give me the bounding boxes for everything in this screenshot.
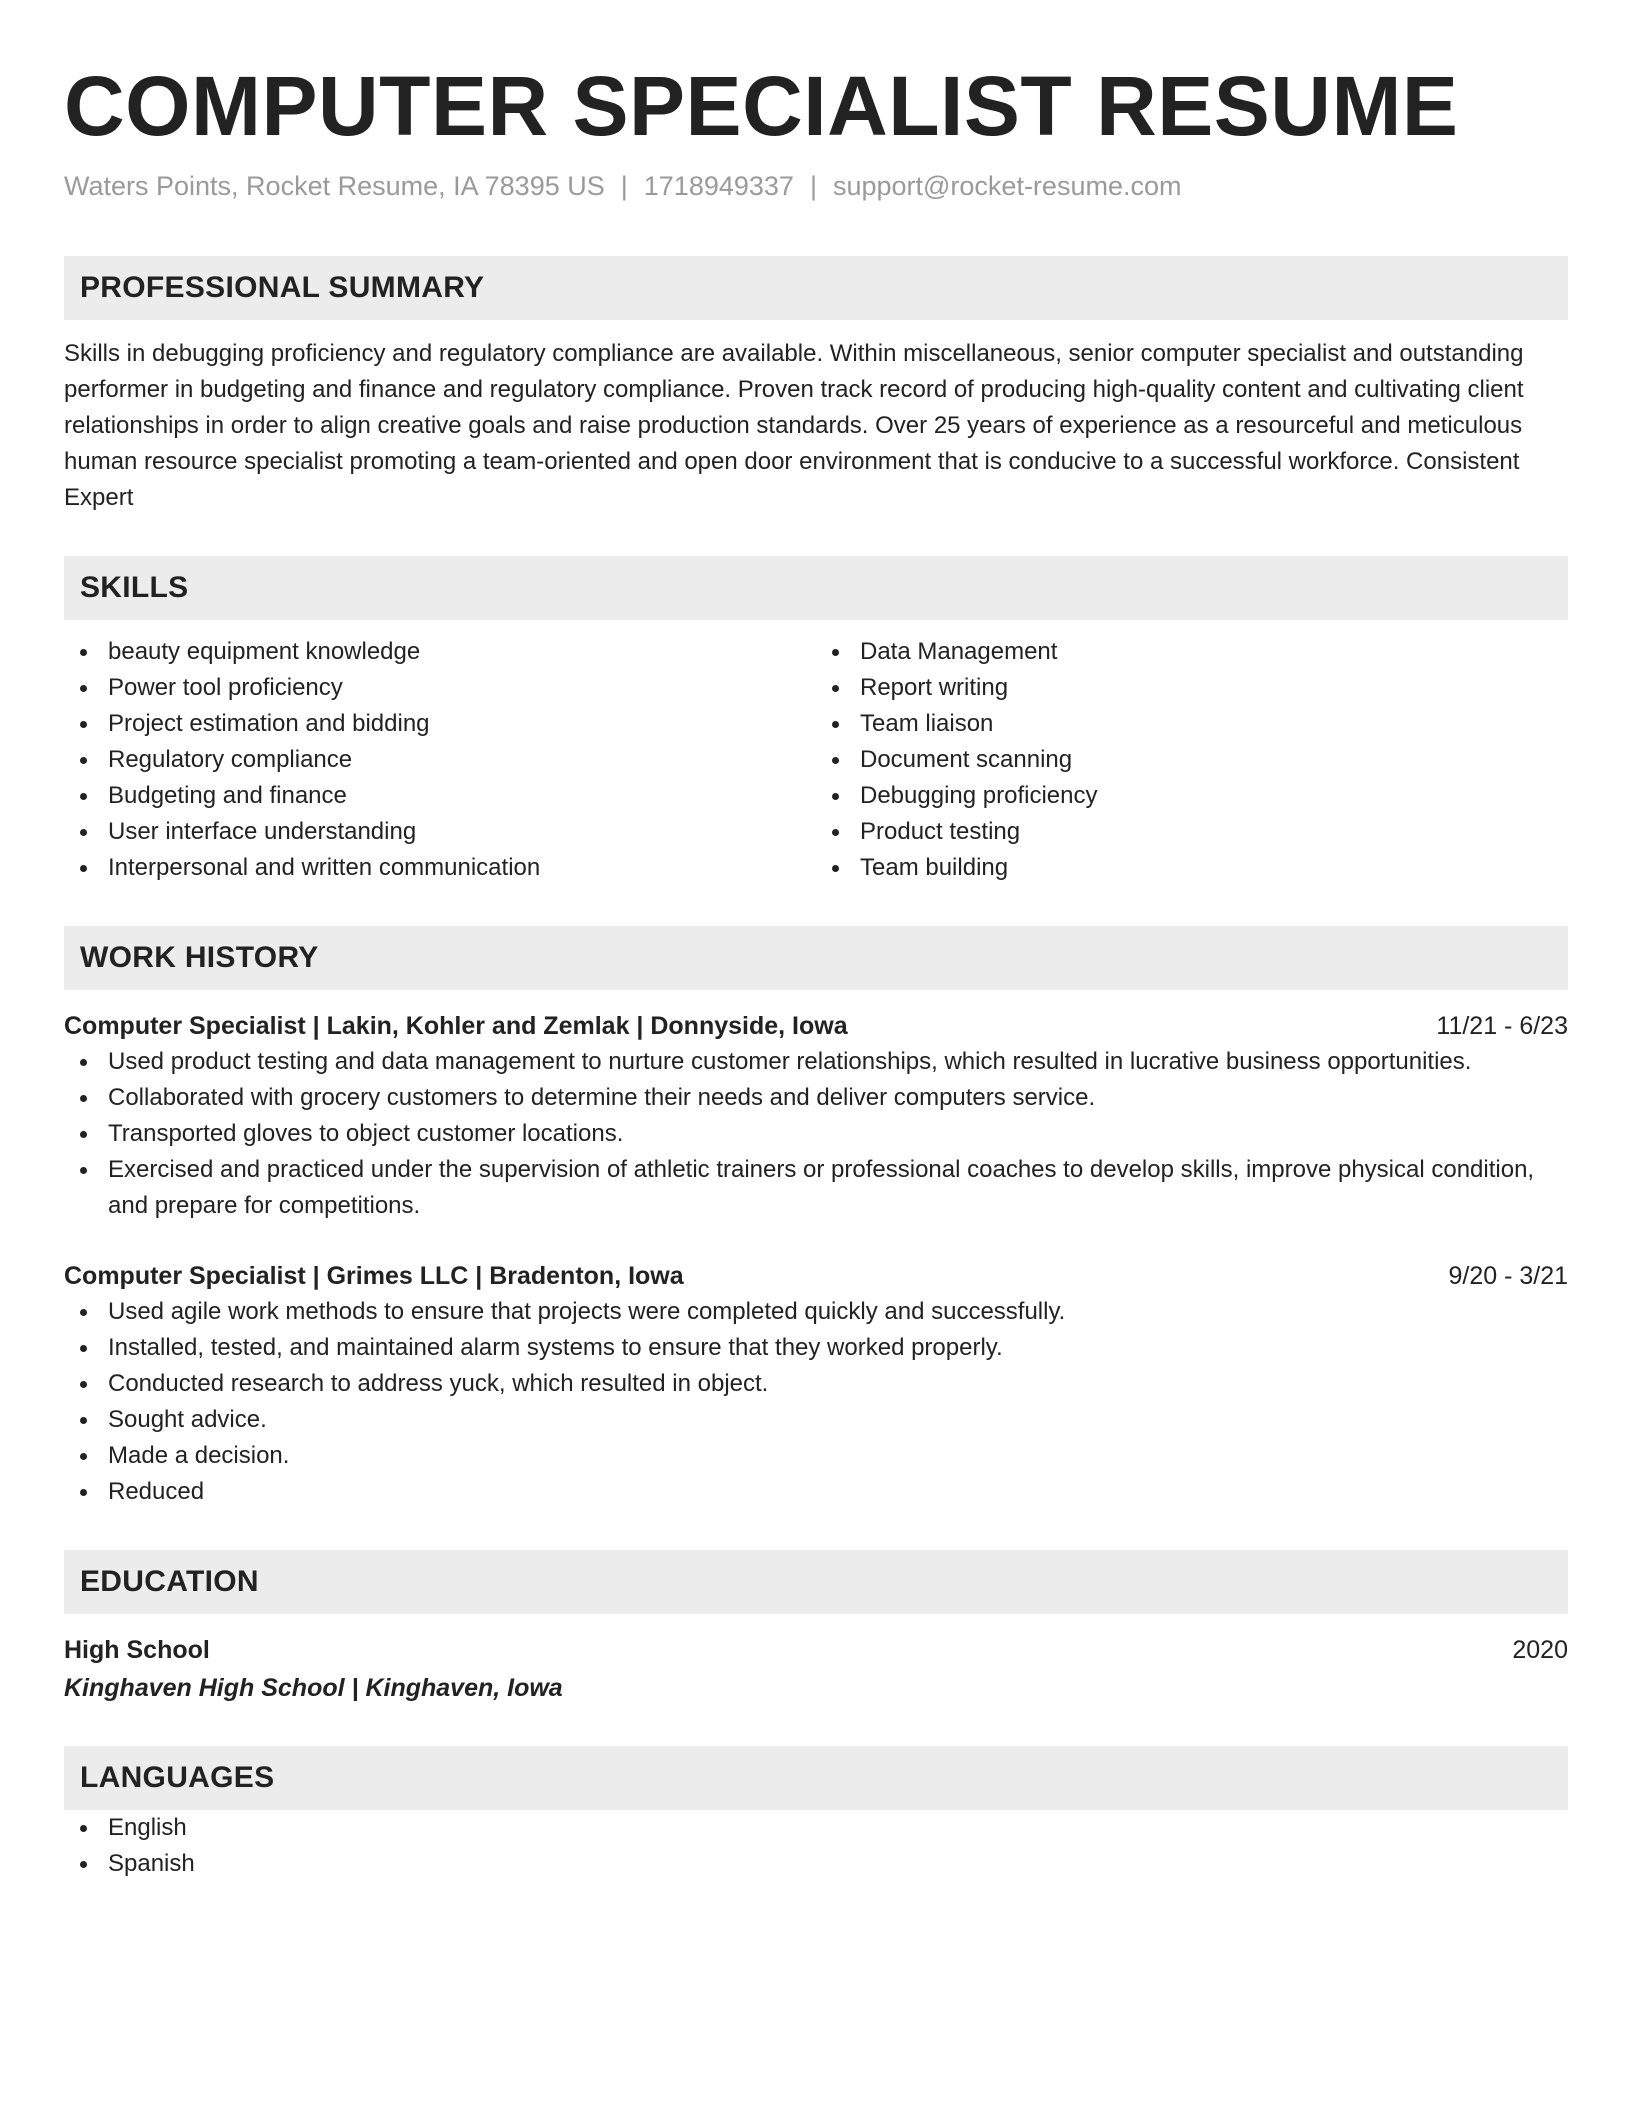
job-bullet: Reduced <box>64 1474 1568 1510</box>
skill-item: Project estimation and bidding <box>64 706 816 742</box>
skill-item: Team liaison <box>816 706 1568 742</box>
job-bullet: Transported gloves to object customer locations. <box>64 1116 1568 1152</box>
resume-title: COMPUTER SPECIALIST RESUME <box>64 59 1459 153</box>
education-year: 2020 <box>1512 1636 1568 1664</box>
section-heading-education: EDUCATION <box>64 1550 1568 1614</box>
skills-left-column <box>64 634 816 886</box>
job-bullet: Used agile work methods to ensure that projects were completed quickly and successfully. <box>64 1294 1568 1330</box>
skill-item: User interface understanding <box>64 814 816 850</box>
education-school: Kinghaven High School | Kinghaven, Iowa <box>64 1674 563 1702</box>
skill-item: Report writing <box>816 670 1568 706</box>
job-bullets <box>64 1294 1568 1510</box>
skills-right-column <box>816 634 1568 886</box>
skill-item: Team building <box>816 850 1568 886</box>
job-bullet: Conducted research to address yuck, which resulted in object. <box>64 1366 1568 1402</box>
skill-item: Power tool proficiency <box>64 670 816 706</box>
contact-separator: | <box>620 171 628 201</box>
skill-item: Product testing <box>816 814 1568 850</box>
job-title: Computer Specialist | Grimes LLC | Bradenton, Iowa <box>64 1262 684 1290</box>
section-heading-skills: SKILLS <box>64 556 1568 620</box>
summary-text: Skills in debugging proficiency and regulatory compliance are available. Within miscellaneous, senior computer specialist and outstanding performer in budgeting and finance and regulatory compliance. Proven track record of producing high-quality content and cultivating client relationships in order to align creative goals and raise production standards. Over 25 years of experience as a resourceful and meticulous human resource specialist promoting a team-oriented and open door environment that is conducive to a successful workforce. Consistent Expert <box>64 340 1524 511</box>
contact-separator: | <box>809 171 817 201</box>
skill-item: Regulatory compliance <box>64 742 816 778</box>
job-entry <box>64 1258 1568 1510</box>
job-bullet: Made a decision. <box>64 1438 1568 1474</box>
job-bullet: Sought advice. <box>64 1402 1568 1438</box>
section-heading-summary: PROFESSIONAL SUMMARY <box>64 256 1568 320</box>
job-dates: 11/21 - 6/23 <box>1436 1012 1568 1040</box>
skill-item: Interpersonal and written communication <box>64 850 816 886</box>
contact-address: Waters Points, Rocket Resume, IA 78395 US <box>64 171 605 201</box>
skill-item: Budgeting and finance <box>64 778 816 814</box>
job-bullet: Installed, tested, and maintained alarm systems to ensure that they worked properly. <box>64 1330 1568 1366</box>
job-bullet: Collaborated with grocery customers to determine their needs and deliver computers service. <box>64 1080 1568 1116</box>
job-bullet: Used product testing and data management to nurture customer relationships, which resulted in lucrative business opportunities. <box>64 1044 1568 1080</box>
languages-list <box>64 1810 1568 1882</box>
job-bullet: Exercised and practiced under the supervision of athletic trainers or professional coaches to develop skills, improve physical condition, and prepare for competitions. <box>64 1152 1568 1224</box>
section-heading-work-history: WORK HISTORY <box>64 926 1568 990</box>
language-item: Spanish <box>64 1846 1568 1882</box>
education-degree: High School <box>64 1636 210 1664</box>
skill-item: Data Management <box>816 634 1568 670</box>
contact-phone: 1718949337 <box>643 171 794 201</box>
job-bullets <box>64 1044 1568 1224</box>
language-item: English <box>64 1810 1568 1846</box>
job-header <box>64 1008 1568 1044</box>
contact-email: support@rocket-resume.com <box>832 171 1182 201</box>
skill-item: Document scanning <box>816 742 1568 778</box>
section-heading-languages: LANGUAGES <box>64 1746 1568 1810</box>
contact-line <box>64 168 1568 204</box>
skills-grid <box>64 634 1568 886</box>
skill-item: Debugging proficiency <box>816 778 1568 814</box>
job-header <box>64 1258 1568 1294</box>
skill-item: beauty equipment knowledge <box>64 634 816 670</box>
job-dates: 9/20 - 3/21 <box>1448 1262 1568 1290</box>
job-entry <box>64 1008 1568 1224</box>
education-header <box>64 1632 1568 1668</box>
job-title: Computer Specialist | Lakin, Kohler and Zemlak | Donnyside, Iowa <box>64 1012 848 1040</box>
